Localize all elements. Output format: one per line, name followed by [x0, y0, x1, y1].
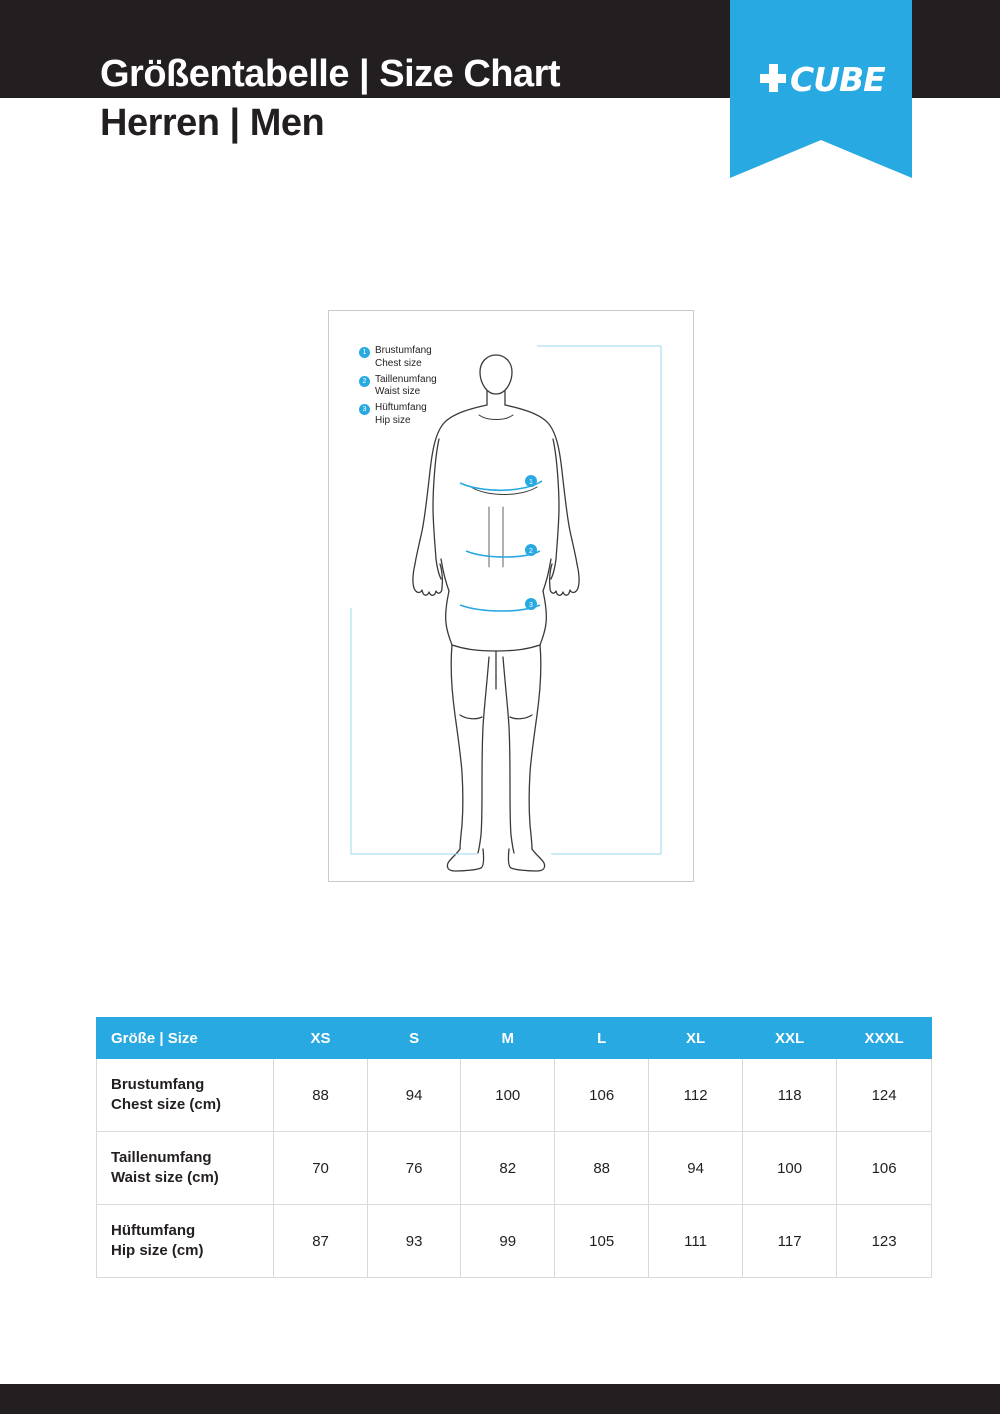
row-label-chest-en: Chest size (cm): [111, 1096, 222, 1113]
row-label-chest-de: Brustumfang: [111, 1075, 205, 1093]
legend-number-2: 2: [359, 376, 370, 387]
page-title: [100, 50, 720, 147]
cell-hip-xs: 87: [274, 1205, 368, 1278]
measurement-figure-panel: [328, 310, 694, 882]
cell-chest-xxl: 118: [743, 1059, 837, 1132]
table-header-m: M: [461, 1018, 555, 1059]
legend-label-1-de: Brustumfang: [375, 345, 432, 356]
legend-number-3: 3: [359, 404, 370, 415]
measure-markers: [525, 475, 537, 610]
marker-2-label: 2: [529, 548, 533, 555]
row-label-hip-de: Hüftumfang: [111, 1221, 196, 1239]
cell-waist-m: 82: [461, 1132, 555, 1205]
table-row: [97, 1132, 932, 1205]
table-row: [97, 1205, 932, 1278]
cell-waist-s: 76: [367, 1132, 460, 1205]
legend-label-3-en: Hip size: [375, 414, 411, 426]
logo-wordmark: CUBE: [790, 60, 885, 99]
page-title-line-en: Herren | Men: [100, 101, 325, 144]
logo-flag-point: [730, 140, 912, 178]
cell-waist-xxxl: 106: [837, 1132, 932, 1205]
marker-3-label: 3: [529, 602, 533, 609]
cube-logo: [730, 0, 912, 175]
cell-chest-l: 106: [555, 1059, 649, 1132]
cell-hip-m: 99: [461, 1205, 555, 1278]
page-title-line-de: Größentabelle | Size Chart: [100, 53, 561, 95]
footer-band: [0, 1384, 1000, 1414]
logo-mark: [760, 60, 892, 99]
male-body-diagram: [329, 311, 693, 881]
marker-1-label: 1: [529, 479, 533, 486]
row-label-hip: [97, 1205, 274, 1278]
table-header-xxl: XXL: [743, 1018, 837, 1059]
table-header-xl: XL: [649, 1018, 743, 1059]
cell-waist-xl: 94: [649, 1132, 743, 1205]
legend-label-1-en: Chest size: [375, 357, 422, 369]
row-label-waist: [97, 1132, 274, 1205]
legend-label-2-de: Taillenumfang: [375, 373, 437, 385]
cell-chest-xxxl: 124: [837, 1059, 932, 1132]
legend-label-3-de: Hüftumfang: [375, 402, 427, 414]
table-header-xs: XS: [274, 1018, 368, 1059]
size-chart-table: [96, 1017, 932, 1278]
cell-chest-xs: 88: [274, 1059, 368, 1132]
table-row: [97, 1059, 932, 1132]
cross-icon: [760, 64, 786, 92]
legend-number-1: 1: [359, 347, 370, 358]
cell-waist-xs: 70: [274, 1132, 368, 1205]
cell-hip-xxl: 117: [743, 1205, 837, 1278]
cell-hip-xl: 111: [649, 1205, 743, 1278]
table-header-l: L: [555, 1018, 649, 1059]
table-header-row: [97, 1018, 932, 1059]
row-label-chest: [97, 1059, 274, 1132]
row-label-hip-en: Hip size (cm): [111, 1242, 204, 1259]
cell-hip-l: 105: [555, 1205, 649, 1278]
table-header: [97, 1018, 932, 1059]
table-body: [97, 1059, 932, 1278]
row-label-waist-de: Taillenumfang: [111, 1148, 212, 1166]
cell-hip-s: 93: [367, 1205, 460, 1278]
table-header-label: Größe | Size: [97, 1018, 274, 1059]
table-header-xxxl: XXXL: [837, 1018, 932, 1059]
cell-chest-m: 100: [461, 1059, 555, 1132]
cell-hip-xxxl: 123: [837, 1205, 932, 1278]
cell-waist-xxl: 100: [743, 1132, 837, 1205]
cell-chest-xl: 112: [649, 1059, 743, 1132]
table-header-s: S: [367, 1018, 460, 1059]
cell-waist-l: 88: [555, 1132, 649, 1205]
legend-label-2-en: Waist size: [375, 386, 421, 398]
cell-chest-s: 94: [367, 1059, 460, 1132]
row-label-waist-en: Waist size (cm): [111, 1169, 219, 1186]
